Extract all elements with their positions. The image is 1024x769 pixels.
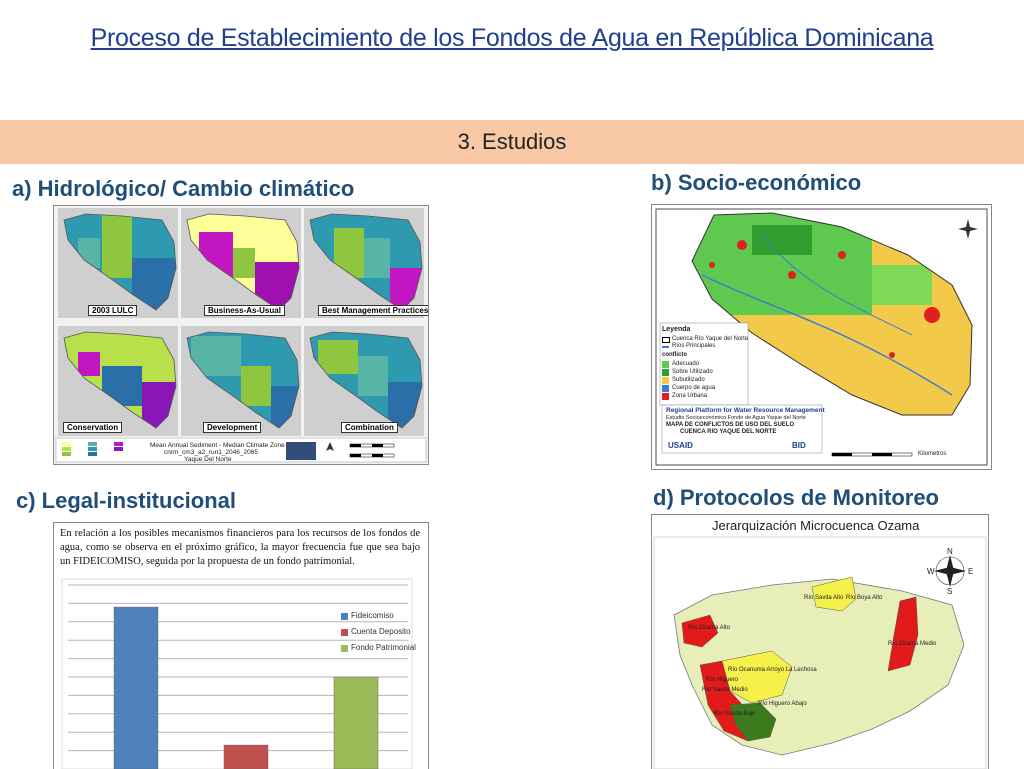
conflict-item-sobre: Sobre Utilizado — [672, 369, 713, 375]
map-box-line-4: CUENCA RIO YAQUE DEL NORTE — [680, 429, 777, 435]
river-label-boya-alto: Río Boya Alto — [846, 595, 883, 601]
legal-chart-panel — [53, 522, 429, 769]
conflict-item-sub: Subutilizado — [672, 377, 705, 383]
scenario-map-development — [181, 326, 301, 436]
compass-east: E — [968, 567, 974, 576]
conflict-swatch-sub — [662, 377, 669, 384]
conflict-item-urban: Zona Urbana — [672, 393, 708, 399]
scenario-map-best-management — [304, 208, 428, 318]
usaid-logo: USAID — [668, 441, 693, 450]
map-label-development: Development — [203, 422, 261, 433]
sediment-caption-line-1: Mean Annual Sediment - Median Climate Zone — [150, 442, 285, 449]
compass-west: W — [927, 567, 935, 576]
monitoring-map-panel — [651, 514, 989, 769]
map-box-line-2: Estudio Socioeconómico Fondo de Agua Yaque del Norte — [666, 415, 806, 421]
legend-label-fondo-patrimonial: Fondo Patrimonial — [351, 643, 416, 652]
hydrology-maps-panel — [53, 205, 429, 465]
conflict-item-adecuado: Adecuado — [672, 361, 700, 367]
river-label-savita-medio: Río Savita Medio — [702, 687, 748, 693]
legend-swatch-fideicomiso — [341, 613, 348, 620]
km-scale-bar — [832, 453, 912, 456]
conflict-swatch-urban — [662, 393, 669, 400]
map-box-line-1: Regional Platform for Water Resource Management — [666, 407, 825, 414]
map-label-best-management: Best Management Practices — [318, 305, 429, 316]
scenario-map-combination — [304, 326, 428, 436]
river-label-ocanuma: Río Ocanuma Arroyo La Lechosa — [728, 667, 817, 673]
map-box-line-3: MAPA DE CONFLICTOS DE USO DEL SUELO — [666, 422, 795, 428]
heading-hydrologic: a) Hidrológico/ Cambio climático — [12, 176, 355, 201]
ozama-map-title: Jerarquización Microcuenca Ozama — [712, 518, 920, 533]
map-label-combination: Combination — [341, 422, 398, 433]
map-label-business-as-usual: Business-As-Usual — [204, 305, 285, 316]
slide-title: Proceso de Establecimiento de los Fondos de Agua en República Dominicana — [90, 24, 934, 52]
map-label-conservation: Conservation — [63, 422, 122, 433]
conflict-swatch-adecuado — [662, 361, 669, 368]
legend-swatch-basin — [662, 337, 670, 343]
river-label-savita-alto: Río Savita Alto — [804, 595, 844, 601]
sediment-caption-line-3: Yaque Del Norte — [184, 456, 232, 463]
heading-legal: c) Legal-institucional — [16, 488, 237, 513]
section-band-label: 3. Estudios — [457, 129, 567, 154]
legend-label-cuenta-deposito: Cuenta Deposito — [351, 627, 411, 636]
conflict-item-water: Cuerpo de agua — [672, 385, 716, 391]
legend-swatch-cuenta-deposito — [341, 629, 348, 636]
legend-swatch-rivers — [662, 346, 669, 348]
legend-item-basin: Cuenca Río Yaque del Norte — [672, 336, 749, 342]
conflict-swatch-water — [662, 385, 669, 392]
legend-item-rivers: Ríos Principales — [672, 343, 716, 349]
bar-fondo-patrimonial — [334, 677, 378, 769]
scenario-map-2003-lulc — [58, 208, 182, 318]
km-scale-label: Kilometros — [918, 451, 947, 457]
river-label-ozama-medio: Río Ozama Medio — [888, 641, 937, 647]
bar-cuenta-deposito — [224, 745, 268, 769]
bid-logo: BID — [792, 441, 806, 450]
ozama-microbasin-map — [652, 515, 988, 769]
legend-label-fideicomiso: Fideicomiso — [351, 611, 394, 620]
section-band — [0, 120, 1024, 164]
scenario-map-conservation — [58, 326, 182, 436]
sediment-caption-line-2: cnrm_cm3_a2_run1_2046_2065 — [164, 449, 258, 456]
river-label-savita-bajo: Río Savita Bajo — [714, 711, 756, 717]
socioeconomic-map-panel — [651, 204, 992, 470]
scenario-map-business-as-usual — [181, 208, 305, 318]
financial-mechanisms-text: En relación a los posibles mecanismos financieros para los recursos de los fondos de agua, como se observa en el próximo gráfico, la mayor frecuencia fue que sea bajo un FIDEICOMISO, seguida por la propuesta de un fondo patrimonial. — [60, 528, 420, 567]
river-label-higuero: Río Higuero — [706, 677, 739, 683]
bar-fideicomiso — [114, 607, 158, 769]
compass-south: S — [947, 587, 953, 596]
conflict-title: conflicto — [662, 352, 687, 358]
compass-north: N — [947, 547, 953, 556]
compass-rose-icon — [958, 219, 978, 239]
conflict-swatch-sobre — [662, 369, 669, 376]
legend-title: Leyenda — [662, 326, 691, 333]
location-inset-map — [286, 442, 316, 460]
legend-swatch-fondo-patrimonial — [341, 645, 348, 652]
map-label-2003-lulc: 2003 LULC — [88, 305, 137, 316]
river-label-higuero-abajo: Río Higuero Abajo — [758, 701, 807, 707]
heading-monitoring: d) Protocolos de Monitoreo — [653, 485, 939, 510]
river-label-ozama-alto: Río Ozama Alto — [688, 625, 731, 631]
heading-socioeconomic: b) Socio-económico — [651, 170, 862, 195]
